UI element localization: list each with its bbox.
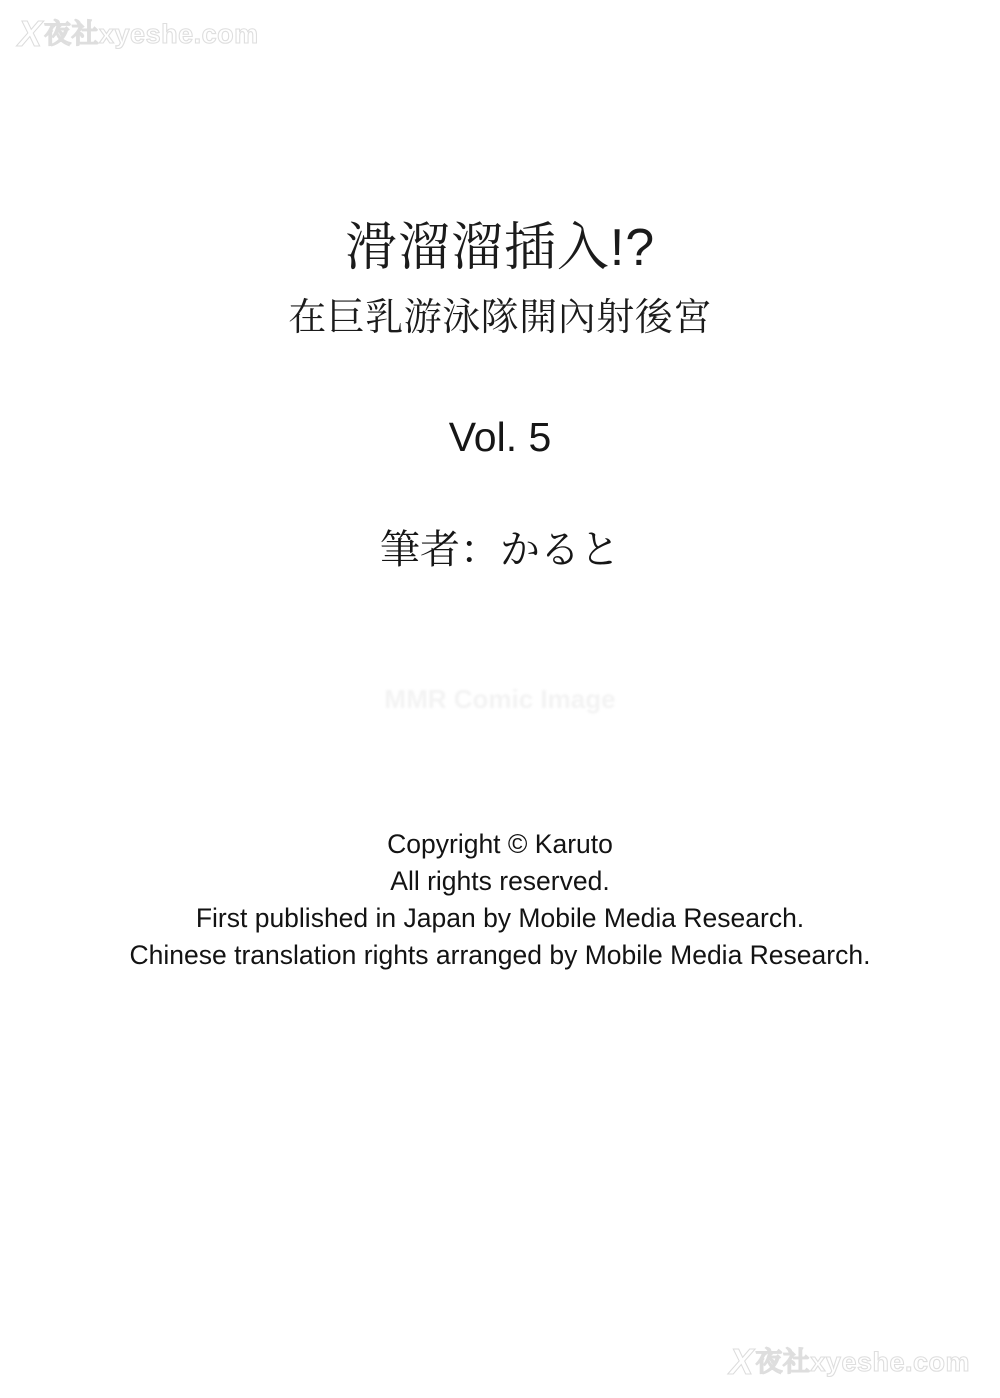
copyright-block bbox=[0, 826, 1000, 974]
copyright-line-translation: Chinese translation rights arranged by Mobile Media Research. bbox=[129, 940, 871, 970]
xyeshe-logo-icon: X bbox=[18, 13, 43, 54]
watermark-top-left bbox=[18, 13, 259, 54]
volume-label: Vol. 5 bbox=[448, 414, 552, 460]
faint-ghost-text: MMR Comic Image bbox=[384, 684, 616, 714]
watermark-bottom-right bbox=[729, 1341, 970, 1382]
book-subtitle: 在巨乳游泳隊開內射後宮 bbox=[288, 297, 712, 339]
copyright-line-publisher: First published in Japan by Mobile Media Research. bbox=[195, 903, 805, 933]
copyright-line-rights: All rights reserved. bbox=[390, 866, 610, 896]
watermark-site-text: 夜社xyeshe.com bbox=[755, 1346, 970, 1377]
author-line: 筆者：かると bbox=[380, 528, 620, 572]
xyeshe-logo-icon: X bbox=[729, 1341, 754, 1382]
book-title: 滑溜溜插入!? bbox=[344, 219, 656, 277]
watermark-site-text: 夜社xyeshe.com bbox=[44, 18, 259, 49]
copyright-line-holder: Copyright © Karuto bbox=[387, 829, 613, 859]
